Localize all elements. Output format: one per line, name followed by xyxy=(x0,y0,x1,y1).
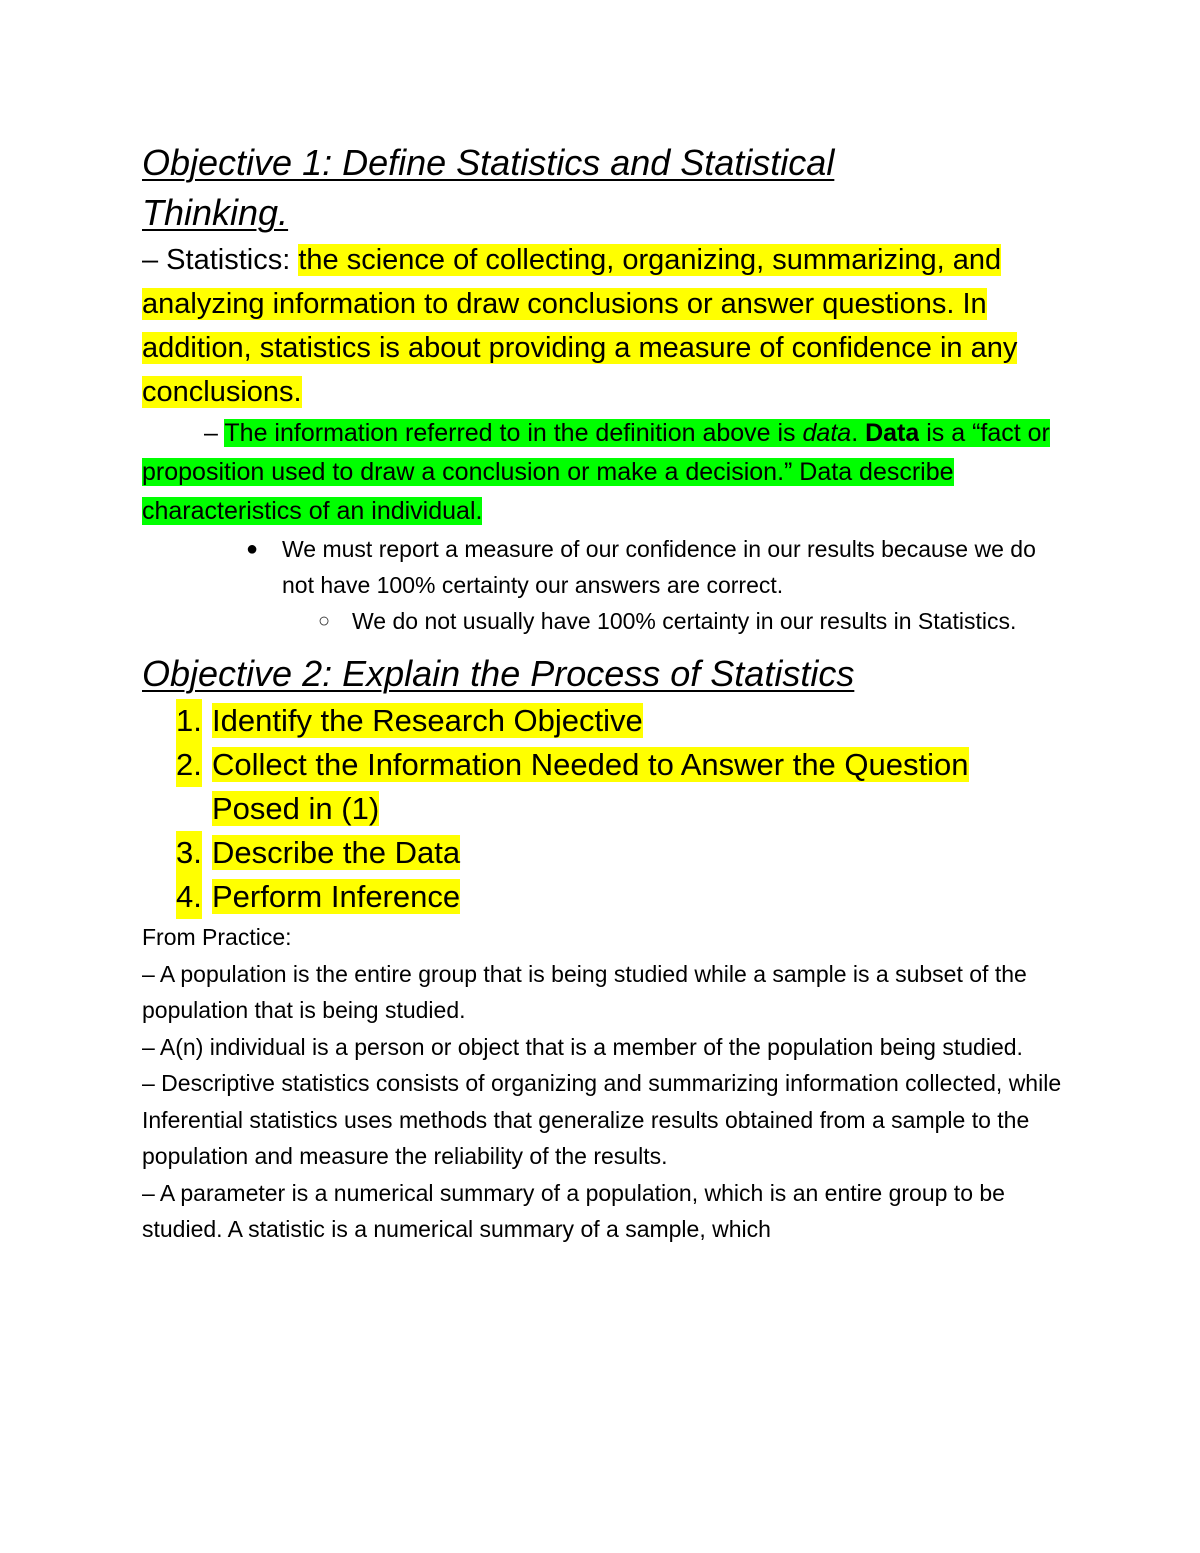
statistics-definition-highlight: the science of collecting, organizing, summarizing, and analyzing information to draw conclusions or answer questions. In addition, statistics is about providing a measure of confidence in any conclusions. xyxy=(142,244,1018,408)
objective-1-heading-line1: Objective 1: Define Statistics and Statistical xyxy=(142,142,835,183)
step-text: Collect the Information Needed to Answer the Question Posed in (1) xyxy=(212,747,969,826)
practice-line: – A parameter is a numerical summary of a population, which is an entire group to be studied. A statistic is a numerical summary of a sample, which xyxy=(142,1179,1005,1242)
sub-bullet-text: We do not usually have 100% certainty in our results in Statistics. xyxy=(352,608,1017,634)
data-bold: Data xyxy=(865,419,920,447)
data-period: . xyxy=(851,419,866,447)
data-text-after: is a “fact or proposition used to draw a conclusion or make a decision.” Data describe characteristics of an individual. xyxy=(142,419,1050,525)
hollow-circle-bullet-icon: ○ xyxy=(318,610,331,632)
objective-1-heading xyxy=(142,138,942,238)
list-item xyxy=(142,603,1062,639)
objective-2-heading: Objective 2: Explain the Process of Statistics xyxy=(142,653,855,694)
statistics-lead: – Statistics: xyxy=(142,244,299,276)
step-text: Identify the Research Objective xyxy=(212,703,643,738)
list-item xyxy=(142,875,1062,919)
step-number: 1. xyxy=(176,699,202,743)
list-item xyxy=(142,831,1062,875)
list-item xyxy=(142,531,1062,603)
practice-line: – A population is the entire group that is being studied while a sample is a subset of the population that is being studied. xyxy=(142,960,1027,1023)
step-number: 4. xyxy=(176,875,202,919)
data-text-before: The information referred to in the definition above is xyxy=(224,419,803,447)
list-item xyxy=(142,699,1062,743)
data-italic: data xyxy=(802,419,852,447)
objective-1-heading-line2: Thinking. xyxy=(142,192,289,233)
process-steps xyxy=(142,699,1062,919)
practice-line: – A(n) individual is a person or object that is a member of the population being studied. xyxy=(142,1033,1023,1060)
step-text: Perform Inference xyxy=(212,879,461,914)
practice-title: From Practice: xyxy=(142,924,292,950)
step-text: Describe the Data xyxy=(212,835,461,870)
statistics-definition xyxy=(142,238,1062,414)
step-number: 3. xyxy=(176,831,202,875)
confidence-bullets xyxy=(142,531,1062,639)
step-number: 2. xyxy=(176,743,202,787)
list-item xyxy=(142,743,1062,831)
practice-line: – Descriptive statistics consists of organizing and summarizing information collected, while Inferential statistics uses methods that generalize results obtained from a sample to the population and measure the reliability of the results. xyxy=(142,1070,1062,1169)
bullet-text: We must report a measure of our confidence in our results because we do not have 100% certainty our answers are correct. xyxy=(282,536,1036,598)
data-definition xyxy=(142,414,1062,531)
filled-circle-bullet-icon: ● xyxy=(246,538,259,560)
data-dash: – xyxy=(204,419,225,447)
document-page xyxy=(142,138,1062,1248)
